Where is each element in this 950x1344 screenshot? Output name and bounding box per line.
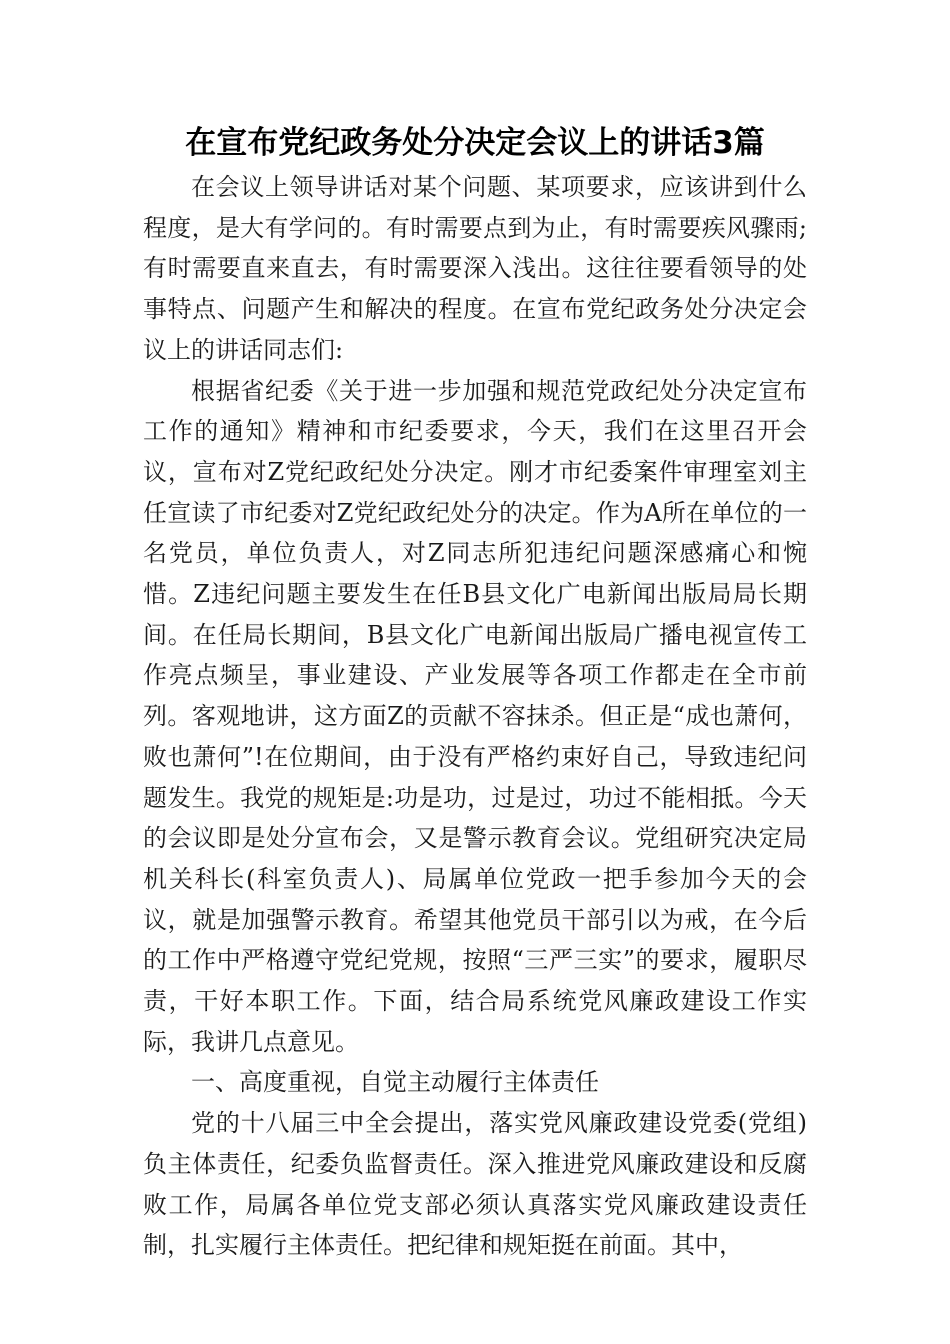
- document-title: 在宣布党纪政务处分决定会议上的讲话3篇: [185, 125, 765, 161]
- paragraph-intro: 在会议上领导讲话对某个问题、某项要求，应该讲到什么程度，是大有学问的。有时需要点到为止，有时需要疾风骤雨;有时需要直来直去，有时需要深入浅出。这往往要看领导的处事特点、问题产生和解决的程度。在宣布党纪政务处分决定会议上的讲话同志们:: [143, 173, 807, 364]
- paragraph-main: 根据省纪委《关于进一步加强和规范党政纪处分决定宣布工作的通知》精神和市纪委要求，今天，我们在这里召开会议，宣布对Z党纪政纪处分决定。刚才市纪委案件审理室刘主任宣读了市纪委对Z党纪政纪处分的决定。作为A所在单位的一名党员，单位负责人，对Z同志所犯违纪问题深感痛心和惋惜。Z违纪问题主要发生在任B县文化广电新闻出版局局长期间。在任局长期间，B县文化广电新闻出版局广播电视宣传工作亮点频呈，事业建设、产业发展等各项工作都走在全市前列。客观地讲，这方面Z的贡献不容抹杀。但正是“成也萧何，败也萧何”!在位期间，由于没有严格约束好自己，导致违纪问题发生。我党的规矩是:功是功，过是过，功过不能相抵。今天的会议即是处分宣布会，又是警示教育会议。党组研究决定局机关科长(科室负责人)、局属单位党政一把手参加今天的会议，就是加强警示教育。希望其他党员干部引以为戒，在今后的工作中严格遵守党纪党规，按照“三严三实”的要求，履职尽责，干好本职工作。下面，结合局系统党风廉政建设工作实际，我讲几点意见。: [143, 376, 807, 1056]
- section-heading-1: 一、高度重视，自觉主动履行主体责任: [191, 1068, 599, 1097]
- document-body: [143, 167, 807, 1266]
- paragraph-section-1: 党的十八届三中全会提出，落实党风廉政建设党委(党组)负主体责任，纪委负监督责任。深入推进党风廉政建设和反腐败工作，局属各单位党支部必须认真落实党风廉政建设责任制，扎实履行主体责任。把纪律和规矩挺在前面。其中，: [143, 1109, 807, 1260]
